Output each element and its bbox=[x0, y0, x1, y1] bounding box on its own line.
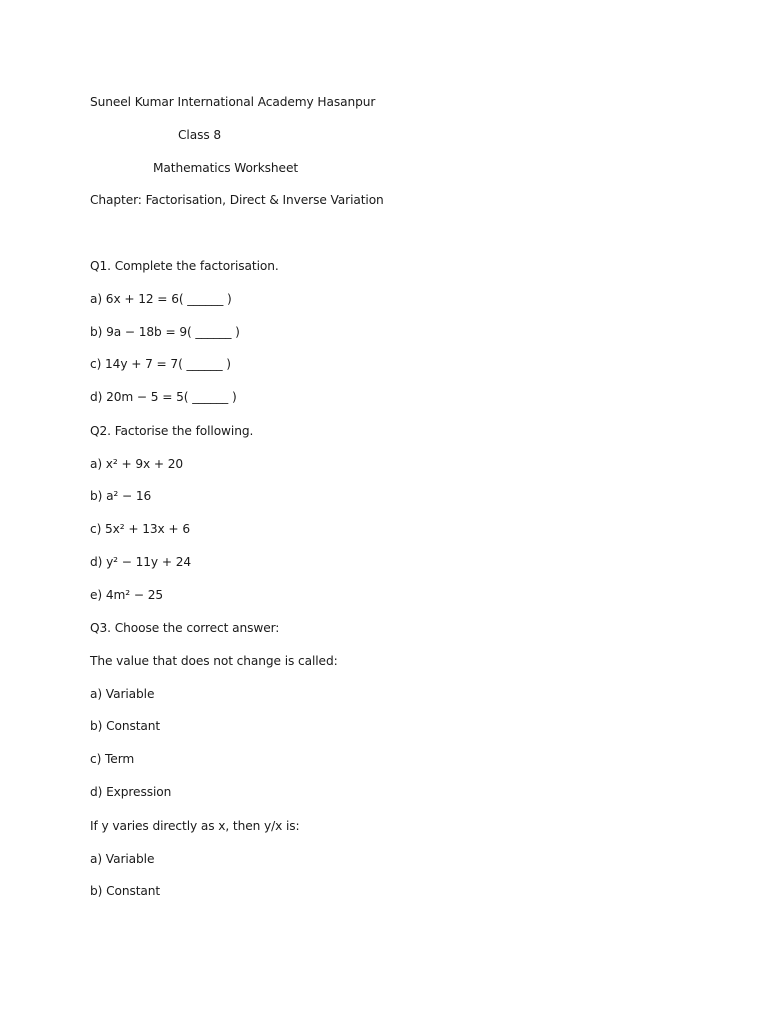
chapter-title: Chapter: Factorisation, Direct & Inverse Variation bbox=[90, 193, 384, 207]
q3-part1-option-b: b) Constant bbox=[90, 719, 161, 733]
q3-part1-prompt: The value that does not change is called: bbox=[90, 654, 338, 668]
q2-item-b: b) a² − 16 bbox=[90, 489, 152, 503]
q1-item-a: a) 6x + 12 = 6( ______ ) bbox=[90, 292, 232, 306]
subject-title: Mathematics Worksheet bbox=[153, 161, 299, 175]
q3-question: Q3. Choose the correct answer: bbox=[90, 621, 280, 635]
q1-question: Q1. Complete the factorisation. bbox=[90, 259, 279, 273]
q3-part1-option-d: d) Expression bbox=[90, 785, 172, 799]
q2-item-d: d) y² − 11y + 24 bbox=[90, 555, 192, 569]
class-name: Class 8 bbox=[178, 128, 221, 142]
q1-item-d: d) 20m − 5 = 5( ______ ) bbox=[90, 390, 237, 404]
q1-item-c: c) 14y + 7 = 7( ______ ) bbox=[90, 357, 231, 371]
q3-part2-option-b: b) Constant bbox=[90, 884, 161, 898]
q2-item-e: e) 4m² − 25 bbox=[90, 588, 164, 602]
q1-item-b: b) 9a − 18b = 9( ______ ) bbox=[90, 325, 240, 339]
q3-part2-prompt: If y varies directly as x, then y/x is: bbox=[90, 819, 300, 833]
q3-part1-option-a: a) Variable bbox=[90, 687, 155, 701]
q3-part1-option-c: c) Term bbox=[90, 752, 135, 766]
school-name: Suneel Kumar International Academy Hasanpur bbox=[90, 95, 376, 109]
q3-part2-option-a: a) Variable bbox=[90, 852, 155, 866]
q2-question: Q2. Factorise the following. bbox=[90, 424, 254, 438]
q2-item-a: a) x² + 9x + 20 bbox=[90, 457, 184, 471]
q2-item-c: c) 5x² + 13x + 6 bbox=[90, 522, 190, 536]
